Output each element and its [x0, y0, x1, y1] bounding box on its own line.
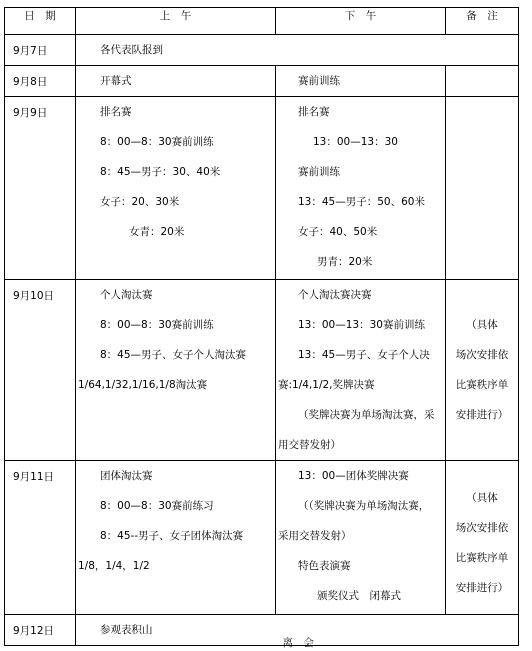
schedule-line: 个人淘汰赛决赛 [298, 289, 372, 301]
date-cell [5, 461, 76, 615]
header-note: 备 注 [466, 10, 498, 22]
date-cell [5, 280, 76, 461]
table-row [5, 66, 519, 97]
schedule-line: 排名赛 [100, 106, 132, 118]
schedule-line: 团体淘汰赛 [100, 470, 153, 482]
am-cell [76, 97, 276, 280]
schedule-line: 8：45—男子：30、40米 [100, 166, 221, 178]
schedule-line: 1/8，1/4，1/2 [78, 560, 150, 572]
note-cell [446, 461, 519, 615]
date-cell [5, 66, 76, 97]
note-cell [446, 97, 519, 280]
date-text: 9月7日 [13, 45, 48, 57]
schedule-line: （（奖牌决赛为单场淘汰赛， [298, 500, 430, 512]
schedule-line: 颁奖仪式 闭幕式 [317, 590, 401, 602]
am-cell [76, 66, 276, 97]
date-text: 9月10日 [13, 290, 55, 302]
schedule-line: 用交替发射） [278, 439, 341, 451]
pm-cell [276, 461, 446, 615]
table-row [5, 280, 519, 461]
date-cell [5, 35, 76, 66]
schedule-line: 13：00—团体奖牌决赛 [298, 470, 409, 482]
schedule-line: 特色表演赛 [298, 560, 351, 572]
schedule-line: 赛前训练 [298, 166, 340, 178]
schedule-line: 女青：20米 [129, 226, 185, 238]
header-am-cell [76, 8, 276, 35]
table-row [5, 97, 519, 280]
schedule-line: 个人淘汰赛 [100, 289, 153, 301]
date-text: 9月9日 [13, 107, 48, 119]
schedule-line: 8：00—8：30赛前训练 [100, 136, 214, 148]
note-line: （具体 [466, 492, 498, 504]
schedule-line: 女子：40、50米 [298, 226, 378, 238]
note-cell [446, 66, 519, 97]
schedule-line: 男青：20米 [317, 256, 373, 268]
note-line: 比赛秩序单 [455, 379, 509, 391]
header-pm: 下 午 [344, 10, 377, 22]
schedule-line: 排名赛 [298, 106, 330, 118]
schedule-line: 13：00—13：30赛前训练 [298, 319, 425, 331]
note-line: 比赛秩序单 [455, 552, 509, 564]
schedule-line: 参观表积山 [100, 624, 153, 636]
schedule-line: 8：00—8：30赛前训练 [100, 319, 214, 331]
header-date: 日 期 [24, 10, 56, 22]
schedule-line: 赛前训练 [298, 75, 340, 87]
date-cell [5, 97, 76, 280]
header-date-cell [5, 8, 76, 35]
note-line: 场次安排依 [455, 349, 509, 361]
schedule-line: 开幕式 [100, 75, 132, 87]
date-text: 9月8日 [13, 76, 48, 88]
note-line: （具体 [466, 319, 498, 331]
header-pm-cell [276, 8, 446, 35]
schedule-line: （奖牌决赛为单场淘汰赛，采 [298, 409, 435, 421]
schedule-line: 8：00—8：30赛前练习 [100, 500, 214, 512]
am-cell [76, 461, 276, 615]
schedule-line: 1/64,1/32,1/16,1/8淘汰赛 [78, 379, 208, 391]
am-cell [76, 280, 276, 461]
schedule-line: 8：45—男子、女子个人淘汰赛 [100, 349, 247, 361]
am-cell [76, 35, 519, 66]
table-row [5, 35, 519, 66]
note-line: 安排进行） [455, 582, 509, 594]
header-note-cell [446, 8, 519, 35]
note-line: 安排进行） [455, 409, 509, 421]
schedule-line: 13：45—男子：50、60米 [298, 196, 425, 208]
schedule-line: 采用交替发射） [278, 530, 352, 542]
date-text: 9月11日 [13, 471, 55, 483]
date-cell [5, 615, 76, 646]
schedule-line: 8：45--男子、女子团体淘汰赛 [100, 530, 244, 542]
note-cell [446, 280, 519, 461]
schedule-line: 13：00—13：30 [313, 136, 398, 148]
table-row [5, 615, 519, 646]
am-cell [76, 615, 519, 649]
header-am: 上 午 [159, 10, 192, 22]
schedule-table [4, 7, 519, 649]
pm-cell [276, 66, 446, 97]
schedule-line: 13：45—男子、女子个人决 [298, 349, 430, 361]
date-text: 9月12日 [13, 625, 55, 637]
schedule-line: 女子：20、30米 [100, 196, 180, 208]
pm-cell [276, 97, 446, 280]
table-header-row [5, 8, 519, 35]
pm-cell [276, 280, 446, 461]
schedule-line: 各代表队报到 [100, 44, 163, 56]
table-row [5, 461, 519, 615]
note-line: 场次安排依 [455, 522, 509, 534]
schedule-line: 离 会 [282, 636, 314, 649]
schedule-line: 赛:1/4,1/2,奖牌决赛 [278, 379, 375, 391]
